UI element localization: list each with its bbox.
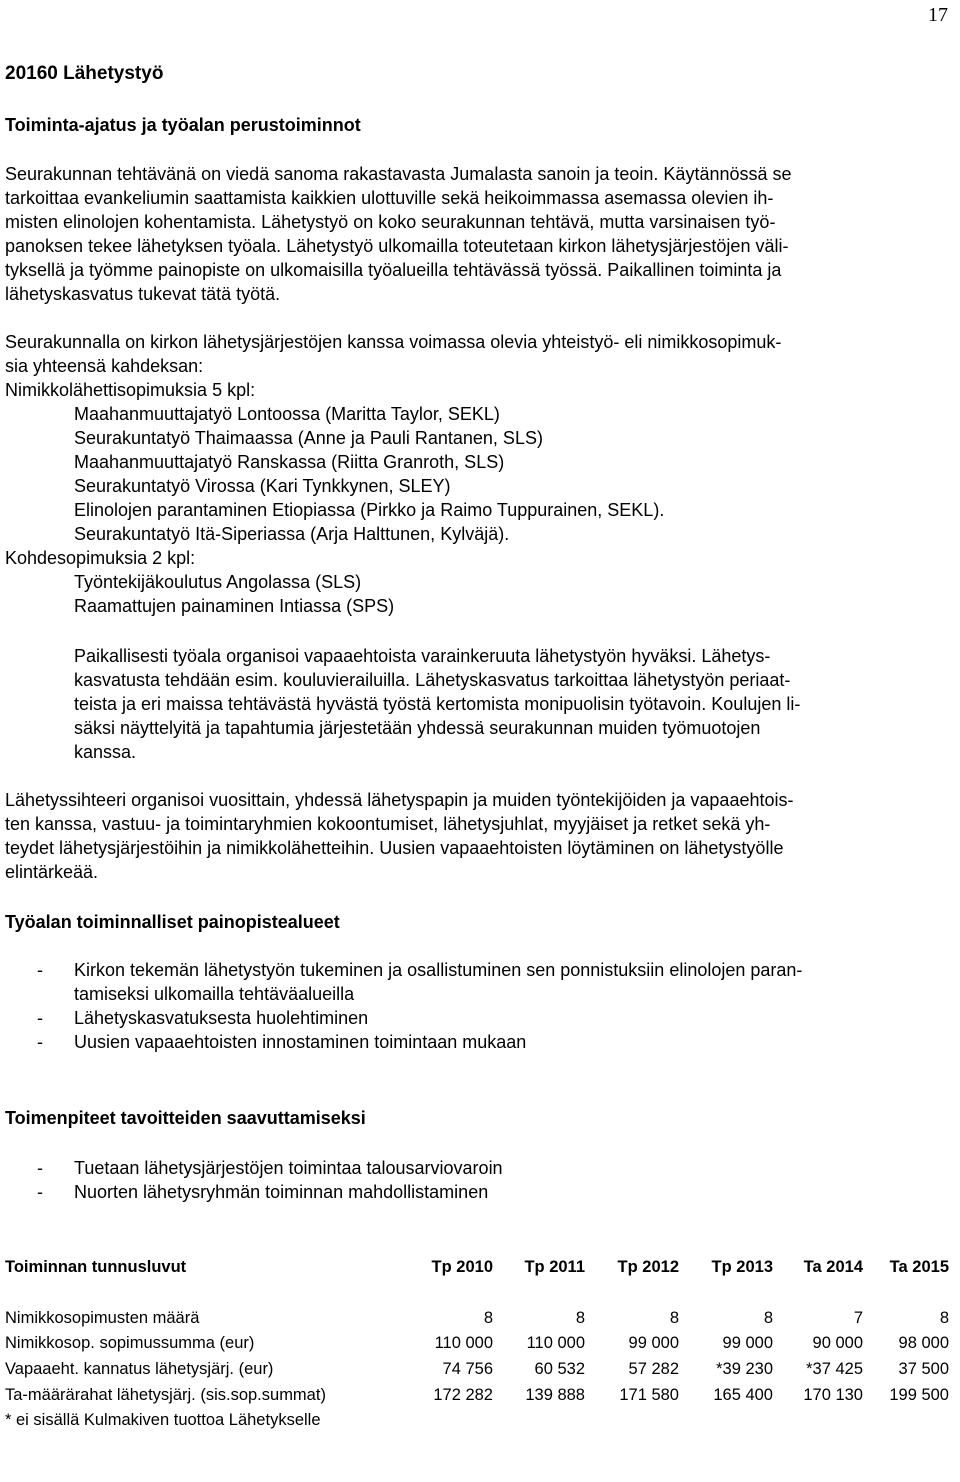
text-line: tamiseksi ulkomailla tehtäväalueilla (74, 984, 355, 1004)
actions-heading: Toimenpiteet tavoitteiden saavuttamiseksi (5, 1108, 366, 1128)
text-line: teista ja eri maissa tehtävästä hyvästä työstä kertomista monipuolisin työtavoin. Koulujen li- (74, 694, 801, 714)
table-row (5, 1382, 949, 1408)
agreement-item: Seurakuntatyö Virossa (Kari Tynkkynen, SLEY) (74, 476, 451, 496)
row-label: Vapaaeht. kannatus lähetysjärj. (eur) (5, 1360, 274, 1378)
agreement-item: Maahanmuuttajatyö Ranskassa (Riitta Granroth, SLS) (74, 452, 505, 472)
text-line: Seurakunnan tehtävänä on viedä sanoma rakastavasta Jumalasta sanoin ja teoin. Käytännössä se (5, 164, 792, 184)
kohde-label: Kohdesopimuksia 2 kpl: (5, 548, 196, 568)
dash-marker: - (37, 1008, 43, 1028)
table-cell: 110 000 (434, 1334, 493, 1352)
table-cell: 165 400 (713, 1386, 773, 1404)
text-line: Seurakunnalla on kirkon lähetysjärjestöjen kanssa voimassa olevia yhteistyö- eli nimikkosopimuk- (5, 332, 782, 352)
table-cell: 8 (669, 1308, 679, 1327)
table-cell: 7 (853, 1308, 863, 1327)
agreement-item: Elinolojen parantaminen Etiopiassa (Pirkko ja Raimo Tuppurainen, SEKL). (74, 500, 665, 520)
column-header: Ta 2015 (889, 1258, 949, 1276)
text-line: tarkoittaa evankeliumin saattamista kaikkien ulottuville sekä heikoimmassa asemassa olevien ih- (5, 188, 774, 208)
table-footnote-row (5, 1408, 949, 1432)
table-cell: 172 282 (433, 1386, 493, 1404)
table-cell: 37 500 (898, 1360, 949, 1378)
text-line: ten kanssa, vastuu- ja toimintaryhmien kokoontumiset, lähetysjuhlat, myyjäiset ja retket sekä yh- (5, 814, 771, 834)
dash-marker: - (37, 1182, 43, 1202)
row-label: Ta-määrärahat lähetysjärj. (sis.sop.summat) (5, 1386, 326, 1404)
document-body (5, 62, 955, 1432)
section-heading: 20160 Lähetystyö (5, 63, 164, 84)
row-label: Nimikkosopimusten määrä (5, 1308, 200, 1327)
text-line: Paikallisesti työala organisoi vapaaehtoista varainkeruuta lähetystyön hyväksi. Lähetys- (74, 646, 771, 666)
text-line: tyksellä ja työmme painopiste on ulkomaisilla työalueilla tehtävässä työssä. Paikallinen toiminta ja (5, 260, 782, 280)
list-item (5, 1180, 955, 1204)
text-line: Kirkon tekemän lähetystyön tukeminen ja osallistuminen sen ponnistuksiin elinolojen paran- (74, 960, 803, 980)
table-cell: 8 (483, 1308, 493, 1327)
table-cell: 110 000 (526, 1334, 585, 1352)
table-cell: *39 230 (716, 1360, 773, 1378)
table-cell: 74 756 (442, 1360, 493, 1378)
table-cell: 99 000 (628, 1334, 679, 1352)
dash-marker: - (37, 960, 43, 980)
table-cell: 199 500 (889, 1386, 949, 1404)
text-line: teydet lähetysjärjestöihin ja nimikkolähetteihin. Uusien vapaaehtoisten löytäminen on lähetystyölle (5, 838, 784, 858)
table-cell: 57 282 (628, 1360, 679, 1378)
table-cell: 98 000 (898, 1334, 949, 1352)
table-footnote: * ei sisällä Kulmakiven tuottoa Lähetykselle (5, 1411, 321, 1429)
text-line: sia yhteensä kahdeksan: (5, 356, 204, 376)
list-item (5, 1030, 955, 1054)
column-header: Ta 2014 (803, 1258, 863, 1276)
column-header: Tp 2013 (711, 1258, 773, 1276)
text-line: Lähetyssihteeri organisoi vuosittain, yhdessä lähetyspapin ja muiden työntekijöiden ja vapaaehtois- (5, 790, 794, 810)
table-row (5, 1356, 949, 1382)
table-cell: 99 000 (722, 1334, 773, 1352)
agreement-item: Työntekijäkoulutus Angolassa (SLS) (74, 572, 362, 592)
list-item (5, 1156, 955, 1180)
table-cell: 90 000 (812, 1334, 863, 1352)
agreement-item: Seurakuntatyö Itä-Siperiassa (Arja Halttunen, Kylväjä). (74, 524, 510, 544)
agreement-item: Raamattujen painaminen Intiassa (SPS) (74, 596, 395, 616)
dash-marker: - (37, 1158, 43, 1178)
text-line: Uusien vapaaehtoisten innostaminen toimintaan mukaan (74, 1032, 527, 1052)
list-item (5, 1006, 955, 1030)
column-header: Tp 2010 (431, 1258, 493, 1276)
list-item (5, 958, 955, 1006)
table-row (5, 1330, 949, 1356)
paragraph-secretary (5, 788, 955, 884)
column-header: Tp 2012 (617, 1258, 679, 1276)
focus-areas-heading: Työalan toiminnalliset painopistealueet (5, 912, 340, 932)
paragraph-purpose (5, 162, 955, 306)
text-line: Nuorten lähetysryhmän toiminnan mahdollistaminen (74, 1182, 489, 1202)
table-cell: 139 888 (525, 1386, 585, 1404)
page-number: 17 (928, 4, 948, 26)
table-row (5, 1305, 949, 1330)
text-line: misten elinolojen kohentamista. Lähetystyö on koko seurakunnan tehtävä, mutta varsinaisen työ- (5, 212, 776, 232)
table-cell: 170 130 (803, 1386, 863, 1404)
table-cell: 8 (939, 1308, 949, 1327)
table-cell: 8 (763, 1308, 773, 1327)
table-cell: 171 580 (619, 1386, 679, 1404)
focus-areas-list (5, 958, 955, 1054)
text-line: Lähetyskasvatuksesta huolehtiminen (74, 1008, 369, 1028)
text-line: kasvatusta tehdään esim. kouluvierailuilla. Lähetyskasvatus tarkoittaa lähetystyön periaat- (74, 670, 791, 690)
dash-marker: - (37, 1032, 43, 1052)
subheading: Toiminta-ajatus ja työalan perustoiminnot (5, 115, 361, 135)
table-cell: 8 (575, 1308, 585, 1327)
agreement-item: Seurakuntatyö Thaimaassa (Anne ja Pauli Rantanen, SLS) (74, 428, 543, 448)
paragraph-local (5, 644, 955, 764)
agreement-item: Maahanmuuttajatyö Lontoossa (Maritta Taylor, SEKL) (74, 404, 500, 424)
column-header: Toiminnan tunnusluvut (5, 1258, 187, 1276)
key-figures-table (5, 1253, 949, 1432)
nimikko-label: Nimikkolähettisopimuksia 5 kpl: (5, 380, 256, 400)
table-cell: 60 532 (534, 1360, 585, 1378)
table-header-row (5, 1253, 949, 1281)
text-line: panoksen tekee lähetyksen työala. Lähetystyö ulkomailla toteutetaan kirkon lähetysjärjestöjen väli- (5, 236, 789, 256)
column-header: Tp 2011 (524, 1258, 585, 1276)
text-line: elintärkeää. (5, 862, 99, 882)
text-line: kanssa. (74, 742, 137, 762)
text-line: Tuetaan lähetysjärjestöjen toimintaa talousarviovaroin (74, 1158, 503, 1178)
text-line: lähetyskasvatus tukevat tätä työtä. (5, 284, 281, 304)
actions-list (5, 1156, 955, 1204)
text-line: säksi näyttelyitä ja tapahtumia järjestetään yhdessä seurakunnan muiden työmuotojen (74, 718, 761, 738)
paragraph-agreements (5, 330, 955, 618)
table-cell: *37 425 (806, 1360, 863, 1378)
row-label: Nimikkosop. sopimussumma (eur) (5, 1334, 255, 1352)
